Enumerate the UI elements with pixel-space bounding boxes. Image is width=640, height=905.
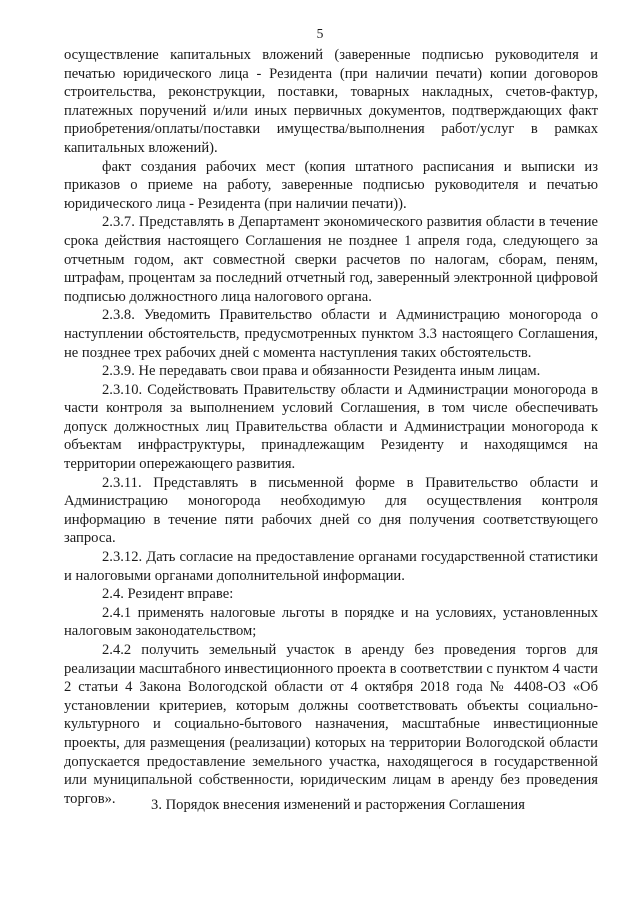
section-heading: 3. Порядок внесения изменений и расторжения Соглашения: [151, 797, 525, 813]
paragraph-2-3-12: 2.3.12. Дать согласие на предоставление органами государственной статистики и налоговыми органами дополнительной информации.: [64, 549, 598, 584]
paragraph-2-4-1: 2.4.1 применять налоговые льготы в порядке и на условиях, установленных налоговым законодательством;: [64, 604, 598, 640]
document-body: [64, 46, 598, 808]
paragraph-2-4-2: 2.4.2 получить земельный участок в аренду без проведения торгов для реализации масштабного инвестиционного проекта в соответствии с пунктом 4 части 2 статьи 4 Закона Вологодской области от 4 октября 2018 года № 4408-ОЗ «Об установлении критериев, которым должны соответствовать объекты социально-культурного и социально-бытового назначения, масштабные инвестиционные проекты, для размещения (реализации) которых на территории Вологодской области допускается предоставление земельного участка, находящегося в государственной или муниципальной собственности, юридическим лицам в аренду без проведения торгов».: [64, 642, 598, 807]
page-number: 5: [316, 26, 324, 41]
paragraph-capital-investment-docs: осуществление капитальных вложений (заверенные подписью руководителя и печатью юридического лица - Резидента (при наличии печати) копии договоров строительства, реконструкции, поставки, товарных накладных, счетов-фактур, платежных поручений и/или иных первичных документов, подтверждающих факт приобретения/оплаты/поставки имущества/выполнения работ/услуг в рамках капитальных вложений).: [64, 47, 598, 156]
paragraph-2-3-8: 2.3.8. Уведомить Правительство области и Администрацию моногорода о наступлении обстоятельств, предусмотренных пунктом 3.3 настоящего Соглашения, не позднее трех рабочих дней с момента наступления таких обстоятельств.: [64, 307, 598, 361]
paragraph-jobs-creation: факт создания рабочих мест (копия штатного расписания и выписки из приказов о приеме на работу, заверенные подписью руководителя и печатью юридического лица - Резидента (при наличии печати)).: [64, 158, 598, 212]
paragraph-2-3-7: 2.3.7. Представлять в Департамент экономического развития области в течение срока действия настоящего Соглашения не позднее 1 апреля года, следующего за отчетным годом, акт совместной сверки расчетов по налогам, сборам, пеням, штрафам, процентам за последний отчетный год, заверенный электронной цифровой подписью должностного лица налогового органа.: [64, 214, 598, 305]
paragraph-2-3-9: 2.3.9. Не передавать свои права и обязанности Резидента иным лицам.: [102, 363, 541, 380]
paragraph-2-3-11: 2.3.11. Представлять в письменной форме в Правительство области и Администрацию моногорода необходимую для осуществления контроля информацию в течение пяти рабочих дней со дня получения соответствующего запроса.: [64, 474, 598, 547]
paragraph-2-3-10: 2.3.10. Содействовать Правительству области и Администрации моногорода в части контроля за выполнением условий Соглашения, в том числе обеспечивать допуск должностных лиц Правительства области и Администрации моногорода к объектам инфраструктуры, принадлежащим Резиденту и находящимся на территории опережающего развития.: [64, 381, 598, 473]
paragraph-2-4: 2.4. Резидент вправе:: [102, 586, 234, 603]
